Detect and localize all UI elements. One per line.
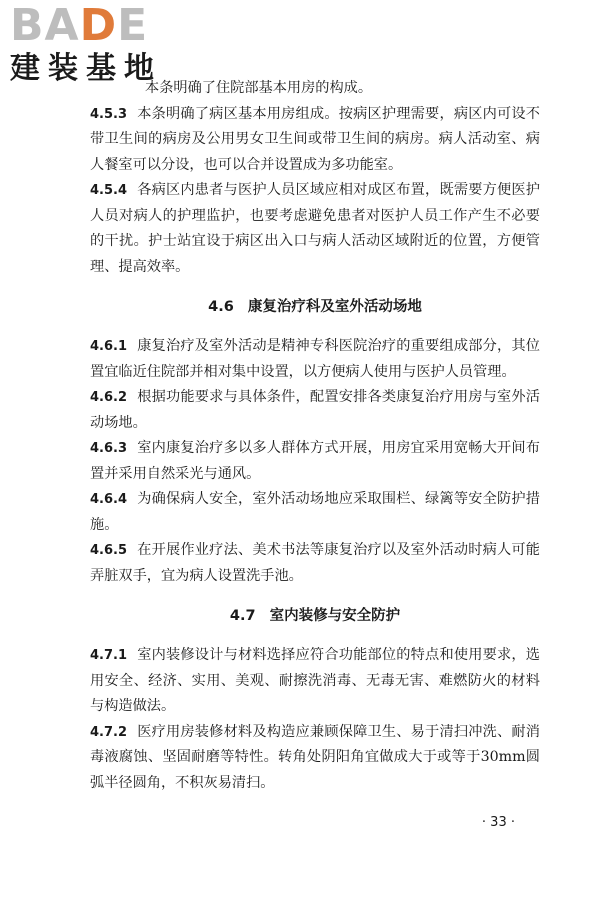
paragraph-4-6-1: 4.6.1 康复治疗及室外活动是精神专科医院治疗的重要组成部分，其位置宜临近住院部并相对集中设置，以方便病人使用与医护人员管理。 bbox=[90, 338, 540, 380]
paragraph-4-5-2: 本条明确了住院部基本用房的构成。 bbox=[145, 80, 373, 96]
section-heading-4-7: 4.7 室内装修与安全防护 bbox=[229, 608, 401, 624]
paragraph-4-5-4: 4.5.4 各病区内患者与医护人员区域应相对成区布置，既需要方便医护人员对病人的护理监护，也要考虑避免患者对医护人员工作产生不必要的干扰。护士站宜设于病区出入口与病人活动区域附近的位置，方便管理、提高效率。 bbox=[90, 182, 540, 275]
clause-number: 4.5.4 bbox=[90, 183, 128, 198]
clause-number: 4.6.3 bbox=[90, 441, 128, 456]
paragraph-4-7-2: 4.7.2 医疗用房装修材料及构造应兼顾保障卫生、易于清扫冲洗、耐消毒液腐蚀、坚固耐磨等特性。转角处阴阳角宜做成大于或等于30mm圆弧半径圆角，不积灰易清扫。 bbox=[90, 723, 540, 791]
clause-number: 4.6.1 bbox=[90, 339, 128, 354]
logo-tagline: 建装基地 bbox=[10, 51, 162, 86]
document-body bbox=[90, 76, 540, 796]
page-number: · 33 · bbox=[481, 815, 515, 830]
clause-number: 4.5.3 bbox=[90, 106, 128, 122]
bade-logo bbox=[10, 2, 180, 86]
logo-wordmark: BADE bbox=[10, 0, 149, 51]
paragraph-4-6-4: 4.6.4 为确保病人安全，室外活动场地应采取围栏、绿篱等安全防护措施。 bbox=[90, 491, 540, 533]
paragraph-4-6-2: 4.6.2 根据功能要求与具体条件，配置安排各类康复治疗用房与室外活动场地。 bbox=[90, 389, 540, 431]
paragraph-4-6-5: 4.6.5 在开展作业疗法、美术书法等康复治疗以及室外活动时病人可能弄脏双手，宜为病人设置洗手池。 bbox=[90, 542, 540, 584]
clause-number: 4.7.1 bbox=[90, 648, 128, 663]
paragraph-4-7-1: 4.7.1 室内装修设计与材料选择应符合功能部位的特点和使用要求，选用安全、经济、实用、美观、耐擦洗消毒、无毒无害、难燃防火的材料与构造做法。 bbox=[90, 647, 540, 714]
clause-number: 4.6.2 bbox=[90, 390, 128, 405]
paragraph-4-6-3: 4.6.3 室内康复治疗多以多人群体方式开展，用房宜采用宽畅大开间布置并采用自然采光与通风。 bbox=[90, 440, 540, 482]
clause-number: 4.6.5 bbox=[90, 543, 128, 558]
clause-number: 4.6.4 bbox=[90, 492, 128, 507]
section-heading-4-6: 4.6 康复治疗科及室外活动场地 bbox=[208, 299, 422, 315]
clause-number: 4.7.2 bbox=[90, 724, 128, 740]
paragraph-4-5-3: 4.5.3 本条明确了病区基本用房组成。按病区护理需要，病区内可设不带卫生间的病房及公用男女卫生间或带卫生间的病房。病人活动室、病人餐室可以分设，也可以合并设置成为多功能室。 bbox=[90, 105, 540, 173]
